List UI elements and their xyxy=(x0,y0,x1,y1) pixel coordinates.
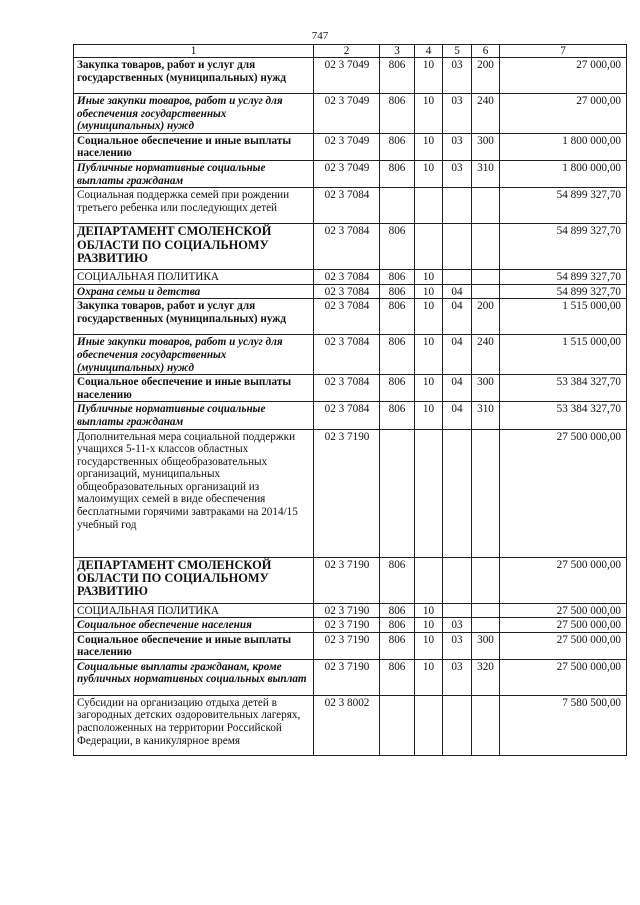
row-expense-type xyxy=(472,603,500,618)
row-amount: 7 580 500,00 xyxy=(500,695,627,755)
row-code: 02 3 7049 xyxy=(314,160,380,187)
row-section: 10 xyxy=(415,270,443,285)
row-amount: 54 899 327,70 xyxy=(500,224,627,270)
row-ministry: 806 xyxy=(380,618,415,633)
row-subsection: 04 xyxy=(443,335,472,375)
row-ministry: 806 xyxy=(380,557,415,603)
table-row xyxy=(74,188,627,224)
row-name: Закупка товаров, работ и услуг для государственных (муниципальных) нужд xyxy=(74,299,314,335)
row-name: Социальное обеспечение и иные выплаты населению xyxy=(74,375,314,402)
row-name: СОЦИАЛЬНАЯ ПОЛИТИКА xyxy=(74,270,314,285)
row-amount: 27 500 000,00 xyxy=(500,632,627,659)
table-row xyxy=(74,618,627,633)
row-ministry: 806 xyxy=(380,335,415,375)
row-code: 02 3 7049 xyxy=(314,133,380,160)
row-subsection: 03 xyxy=(443,659,472,695)
row-section: 10 xyxy=(415,375,443,402)
header-col-4: 4 xyxy=(415,45,443,58)
table-row xyxy=(74,299,627,335)
row-name: Социальная поддержка семей при рождении третьего ребенка или последующих детей xyxy=(74,188,314,224)
row-amount: 27 500 000,00 xyxy=(500,618,627,633)
table-row xyxy=(74,160,627,187)
row-subsection xyxy=(443,695,472,755)
row-subsection xyxy=(443,429,472,557)
row-expense-type: 300 xyxy=(472,133,500,160)
row-expense-type xyxy=(472,224,500,270)
header-col-6: 6 xyxy=(472,45,500,58)
row-ministry: 806 xyxy=(380,133,415,160)
header-col-2: 2 xyxy=(314,45,380,58)
row-amount: 27 500 000,00 xyxy=(500,659,627,695)
table-row xyxy=(74,603,627,618)
table-row xyxy=(74,335,627,375)
row-subsection: 03 xyxy=(443,632,472,659)
row-code: 02 3 7084 xyxy=(314,284,380,299)
row-amount: 1 515 000,00 xyxy=(500,299,627,335)
row-name: Публичные нормативные социальные выплаты гражданам xyxy=(74,160,314,187)
row-amount: 27 000,00 xyxy=(500,94,627,134)
row-subsection xyxy=(443,603,472,618)
row-ministry: 806 xyxy=(380,659,415,695)
row-section xyxy=(415,224,443,270)
row-expense-type xyxy=(472,618,500,633)
row-code: 02 3 7190 xyxy=(314,659,380,695)
row-name: Субсидии на организацию отдыха детей в загородных детских оздоровительных лагерях, расположенных на территории Российской Федерации, в каникулярное время xyxy=(74,695,314,755)
row-ministry: 806 xyxy=(380,58,415,94)
row-subsection: 04 xyxy=(443,402,472,429)
table-row xyxy=(74,429,627,557)
row-ministry: 806 xyxy=(380,160,415,187)
row-code: 02 3 7190 xyxy=(314,632,380,659)
row-amount: 1 515 000,00 xyxy=(500,335,627,375)
row-section: 10 xyxy=(415,133,443,160)
row-subsection: 03 xyxy=(443,133,472,160)
row-section: 10 xyxy=(415,603,443,618)
row-code: 02 3 7084 xyxy=(314,375,380,402)
row-code: 02 3 7084 xyxy=(314,335,380,375)
row-expense-type: 310 xyxy=(472,402,500,429)
row-ministry: 806 xyxy=(380,375,415,402)
row-subsection: 03 xyxy=(443,160,472,187)
row-subsection xyxy=(443,224,472,270)
row-section: 10 xyxy=(415,659,443,695)
row-section: 10 xyxy=(415,284,443,299)
table-row xyxy=(74,375,627,402)
row-expense-type: 300 xyxy=(472,375,500,402)
row-ministry: 806 xyxy=(380,603,415,618)
row-amount: 53 384 327,70 xyxy=(500,375,627,402)
row-name: ДЕПАРТАМЕНТ СМОЛЕНСКОЙ ОБЛАСТИ ПО СОЦИАЛЬНОМУ РАЗВИТИЮ xyxy=(74,224,314,270)
table-row xyxy=(74,284,627,299)
row-code: 02 3 7084 xyxy=(314,299,380,335)
table-row xyxy=(74,224,627,270)
row-section: 10 xyxy=(415,618,443,633)
row-name: Иные закупки товаров, работ и услуг для обеспечения государственных (муниципальных) нужд xyxy=(74,335,314,375)
row-subsection: 04 xyxy=(443,284,472,299)
row-name: Иные закупки товаров, работ и услуг для обеспечения государственных (муниципальных) нужд xyxy=(74,94,314,134)
row-subsection xyxy=(443,188,472,224)
row-name: ДЕПАРТАМЕНТ СМОЛЕНСКОЙ ОБЛАСТИ ПО СОЦИАЛЬНОМУ РАЗВИТИЮ xyxy=(74,557,314,603)
row-section xyxy=(415,429,443,557)
row-code: 02 3 7190 xyxy=(314,429,380,557)
table-row xyxy=(74,695,627,755)
table-row xyxy=(74,133,627,160)
row-expense-type: 200 xyxy=(472,58,500,94)
row-code: 02 3 7190 xyxy=(314,618,380,633)
row-amount: 54 899 327,70 xyxy=(500,188,627,224)
row-name: Социальные выплаты гражданам, кроме публичных нормативных социальных выплат xyxy=(74,659,314,695)
row-expense-type xyxy=(472,429,500,557)
row-section xyxy=(415,188,443,224)
row-name: Публичные нормативные социальные выплаты гражданам xyxy=(74,402,314,429)
row-ministry xyxy=(380,429,415,557)
row-name: Социальное обеспечение и иные выплаты населению xyxy=(74,133,314,160)
row-section: 10 xyxy=(415,335,443,375)
row-amount: 53 384 327,70 xyxy=(500,402,627,429)
row-code: 02 3 7190 xyxy=(314,557,380,603)
row-amount: 27 500 000,00 xyxy=(500,429,627,557)
row-subsection: 03 xyxy=(443,618,472,633)
table-row xyxy=(74,632,627,659)
row-subsection xyxy=(443,557,472,603)
row-name: Социальное обеспечение и иные выплаты населению xyxy=(74,632,314,659)
header-col-5: 5 xyxy=(443,45,472,58)
row-expense-type: 240 xyxy=(472,94,500,134)
row-code: 02 3 7190 xyxy=(314,603,380,618)
row-ministry xyxy=(380,188,415,224)
row-amount: 54 899 327,70 xyxy=(500,270,627,285)
row-section xyxy=(415,557,443,603)
table-row xyxy=(74,557,627,603)
row-expense-type xyxy=(472,557,500,603)
row-section: 10 xyxy=(415,402,443,429)
row-section xyxy=(415,695,443,755)
row-name: СОЦИАЛЬНАЯ ПОЛИТИКА xyxy=(74,603,314,618)
header-col-7: 7 xyxy=(500,45,627,58)
row-ministry xyxy=(380,695,415,755)
row-code: 02 3 7049 xyxy=(314,58,380,94)
table-row xyxy=(74,58,627,94)
row-code: 02 3 7084 xyxy=(314,224,380,270)
row-amount: 54 899 327,70 xyxy=(500,284,627,299)
budget-table xyxy=(73,44,627,756)
row-name: Социальное обеспечение населения xyxy=(74,618,314,633)
row-ministry: 806 xyxy=(380,402,415,429)
row-expense-type: 240 xyxy=(472,335,500,375)
row-expense-type xyxy=(472,695,500,755)
table-row xyxy=(74,94,627,134)
row-expense-type xyxy=(472,270,500,285)
row-code: 02 3 7084 xyxy=(314,270,380,285)
row-section: 10 xyxy=(415,632,443,659)
row-name: Дополнительная мера социальной поддержки учащихся 5-11-х классов областных государственных общеобразовательных организаций, муниципальных общеобразовательных организаций из малоимущих семей в виде обеспечения бесплатными горячими завтраками на 2014/15 учебный год xyxy=(74,429,314,557)
row-ministry: 806 xyxy=(380,284,415,299)
table-row xyxy=(74,402,627,429)
row-amount: 1 800 000,00 xyxy=(500,160,627,187)
row-ministry: 806 xyxy=(380,224,415,270)
row-expense-type xyxy=(472,284,500,299)
row-code: 02 3 7049 xyxy=(314,94,380,134)
row-amount: 27 500 000,00 xyxy=(500,557,627,603)
row-section: 10 xyxy=(415,160,443,187)
table-row xyxy=(74,659,627,695)
row-amount: 27 500 000,00 xyxy=(500,603,627,618)
row-section: 10 xyxy=(415,58,443,94)
header-row xyxy=(74,45,627,58)
row-name: Закупка товаров, работ и услуг для государственных (муниципальных) нужд xyxy=(74,58,314,94)
row-section: 10 xyxy=(415,299,443,335)
row-code: 02 3 7084 xyxy=(314,188,380,224)
row-subsection: 03 xyxy=(443,58,472,94)
row-ministry: 806 xyxy=(380,270,415,285)
row-expense-type: 200 xyxy=(472,299,500,335)
row-subsection xyxy=(443,270,472,285)
header-col-3: 3 xyxy=(380,45,415,58)
row-expense-type: 300 xyxy=(472,632,500,659)
row-code: 02 3 7084 xyxy=(314,402,380,429)
row-expense-type xyxy=(472,188,500,224)
row-subsection: 04 xyxy=(443,299,472,335)
row-ministry: 806 xyxy=(380,632,415,659)
header-col-1: 1 xyxy=(74,45,314,58)
row-name: Охрана семьи и детства xyxy=(74,284,314,299)
page-number: 747 xyxy=(311,30,329,42)
row-subsection: 04 xyxy=(443,375,472,402)
row-ministry: 806 xyxy=(380,94,415,134)
table-row xyxy=(74,270,627,285)
row-section: 10 xyxy=(415,94,443,134)
row-amount: 27 000,00 xyxy=(500,58,627,94)
row-amount: 1 800 000,00 xyxy=(500,133,627,160)
row-subsection: 03 xyxy=(443,94,472,134)
row-expense-type: 320 xyxy=(472,659,500,695)
row-ministry: 806 xyxy=(380,299,415,335)
row-code: 02 3 8002 xyxy=(314,695,380,755)
row-expense-type: 310 xyxy=(472,160,500,187)
